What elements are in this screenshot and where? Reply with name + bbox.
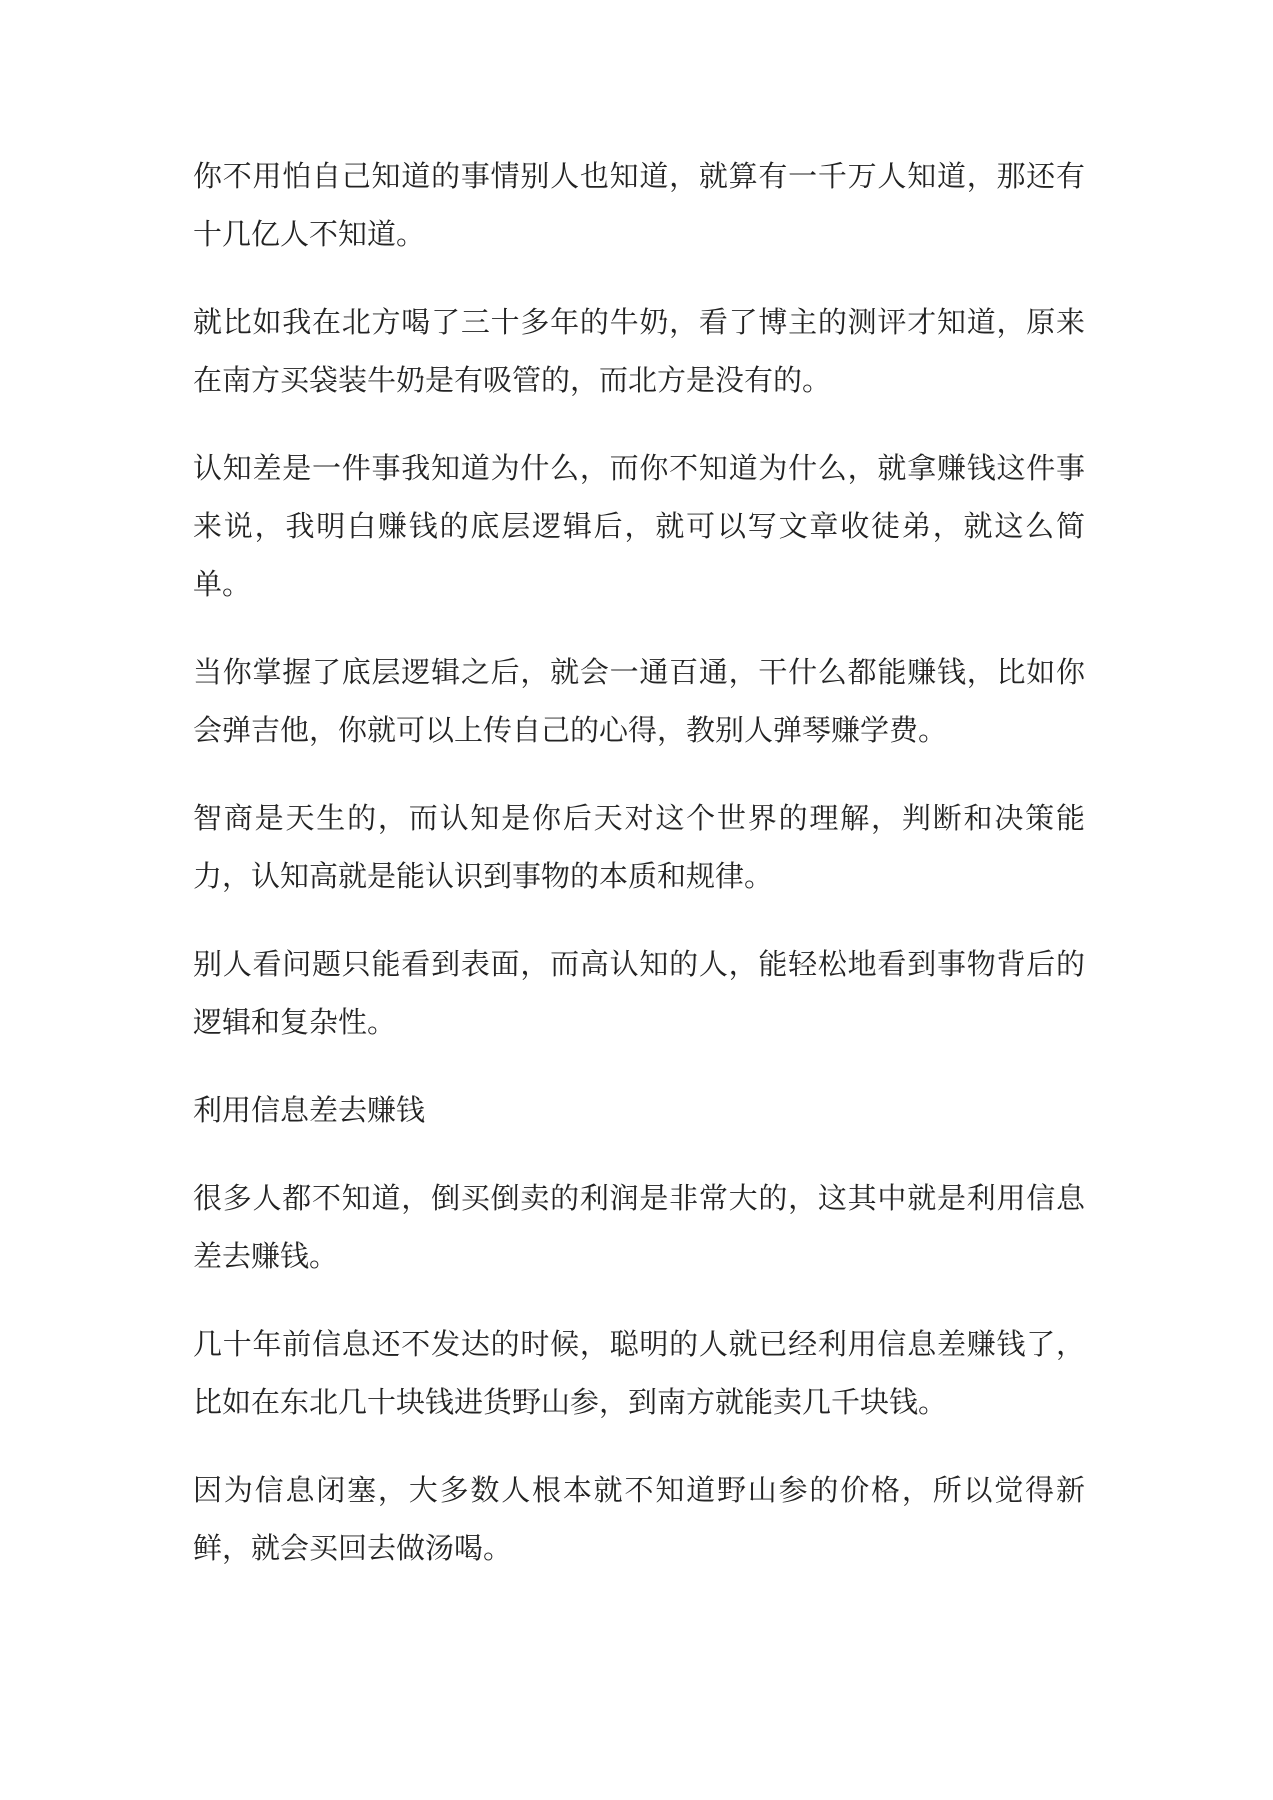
section-heading: 利用信息差去赚钱 <box>193 1093 426 1127</box>
paragraph: 当你掌握了底层逻辑之后，就会一通百通，干什么都能赚钱，比如你会弹吉他，你就可以上传自己的心得，教别人弹琴赚学费。 <box>193 655 1085 747</box>
paragraph: 你不用怕自己知道的事情别人也知道，就算有一千万人知道，那还有十几亿人不知道。 <box>193 159 1085 251</box>
paragraph: 因为信息闭塞，大多数人根本就不知道野山参的价格，所以觉得新鲜，就会买回去做汤喝。 <box>193 1473 1085 1565</box>
paragraph: 很多人都不知道，倒买倒卖的利润是非常大的，这其中就是利用信息差去赚钱。 <box>193 1181 1085 1273</box>
paragraph: 就比如我在北方喝了三十多年的牛奶，看了博主的测评才知道，原来在南方买袋装牛奶是有吸管的，而北方是没有的。 <box>193 305 1085 397</box>
paragraph: 别人看问题只能看到表面，而高认知的人，能轻松地看到事物背后的逻辑和复杂性。 <box>193 947 1085 1039</box>
paragraph: 智商是天生的，而认知是你后天对这个世界的理解，判断和决策能力，认知高就是能认识到事物的本质和规律。 <box>193 801 1085 893</box>
document-body <box>193 147 1085 1607</box>
paragraph: 认知差是一件事我知道为什么，而你不知道为什么，就拿赚钱这件事来说，我明白赚钱的底层逻辑后，就可以写文章收徒弟，就这么简单。 <box>193 451 1085 601</box>
paragraph: 几十年前信息还不发达的时候，聪明的人就已经利用信息差赚钱了，比如在东北几十块钱进货野山参，到南方就能卖几千块钱。 <box>193 1327 1085 1419</box>
